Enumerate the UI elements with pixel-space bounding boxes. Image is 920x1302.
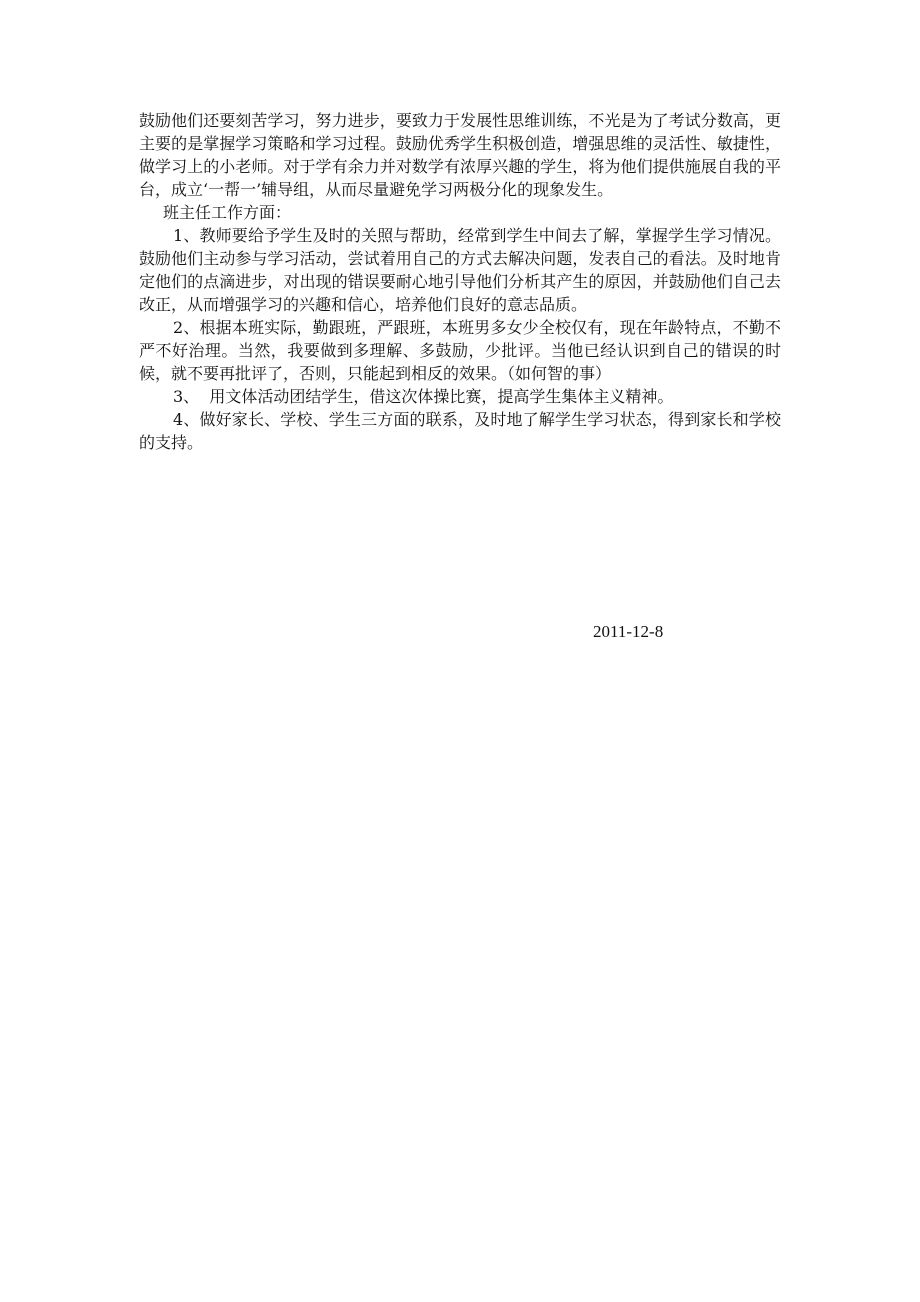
- list-item-1: 1、教师要给予学生及时的关照与帮助，经常到学生中间去了解，掌握学生学习情况。鼓励他们主动参与学习活动，尝试着用自己的方式去解决问题，发表自己的看法。及时地肯定他们的点滴进步，对出现的错误要耐心地引导他们分析其产生的原因，并鼓励他们自己去改正，从而增强学习的兴趣和信心，培养他们良好的意志品质。: [139, 226, 781, 314]
- document-date: 2011-12-8: [593, 622, 664, 641]
- document-body: [139, 109, 781, 454]
- section-heading: 班主任工作方面：: [163, 203, 292, 222]
- list-item-4: 4、做好家长、学校、学生三方面的联系，及时地了解学生学习状态，得到家长和学校的支持。: [139, 410, 781, 452]
- paragraph-intro: 鼓励他们还要刻苦学习，努力进步，要致力于发展性思维训练，不光是为了考试分数高，更主要的是掌握学习策略和学习过程。鼓励优秀学生积极创造，增强思维的灵活性、敏捷性，做学习上的小老师。对于学有余力并对数学有浓厚兴趣的学生，将为他们提供施展自我的平台，成立‘一帮一’辅导组，从而尽量避免学习两极分化的现象发生。: [139, 111, 781, 199]
- list-item-3: 3、 用文体活动团结学生，借这次体操比赛，提高学生集体主义精神。: [173, 387, 674, 406]
- list-item-2: 2、根据本班实际，勤跟班，严跟班，本班男多女少全校仅有，现在年龄特点，不勤不严不好治理。当然，我要做到多理解、多鼓励，少批评。当他已经认识到自己的错误的时候，就不要再批评了，否则，只能起到相反的效果。（如何智的事）: [139, 318, 781, 383]
